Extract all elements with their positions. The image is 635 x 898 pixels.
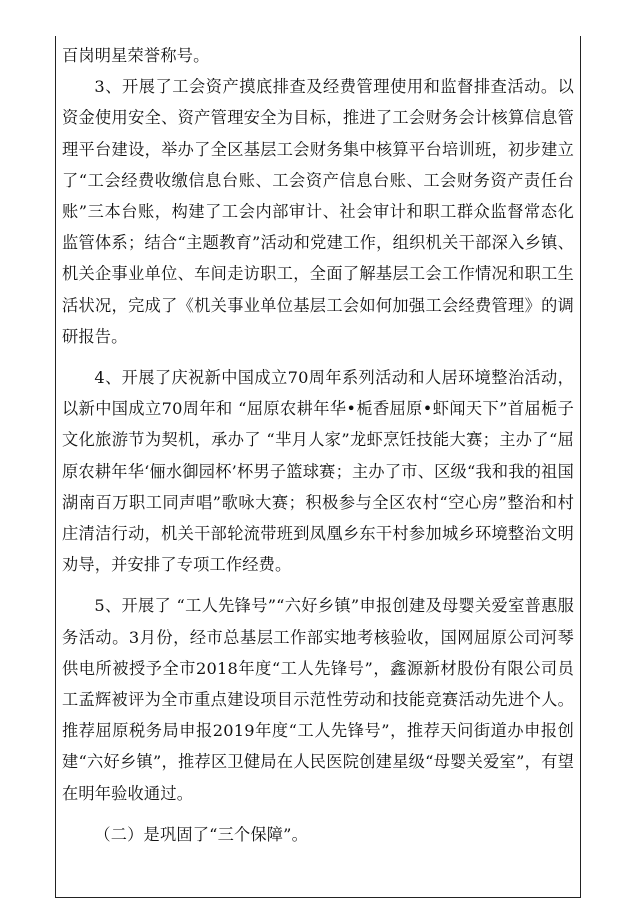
document-body <box>62 40 574 850</box>
paragraph-item-3: 3、开展了工会资产摸底排查及经费管理使用和监督排查活动。以资金使用安全、资产管理安全为目标，推进了工会财务会计核算信息管理平台建设，举办了全区基层工会财务集中核算平台培训班，初步建立了“工会经费收缴信息台账、工会资产信息台账、工会财务资产责任台账”三本台账，构建了工会内部审计、社会审计和职工群众监督常态化监管体系；结合“主题教育”活动和党建工作，组织机关干部深入乡镇、机关企事业单位、车间走访职工，全面了解基层工会工作情况和职工生活状况，完成了《机关事业单位基层工会如何加强工会经费管理》的调研报告。 <box>62 77 574 346</box>
section-heading: （二）是巩固了“三个保障”。 <box>94 824 308 844</box>
paragraph-item-5: 5、开展了 “工人先锋号”“六好乡镇”申报创建及母婴关爱室普惠服务活动。3月份，经市总基层工作部实地考核验收，国网屈原公司河琴供电所被授予全市2018年度“工人先锋号”，鑫源新材股份有限公司员工孟辉被评为全市重点建设项目示范性劳动和技能竞赛活动先进个人。推荐屈原税务局申报2019年度“工人先锋号”，推荐天问街道办申报创建“六好乡镇”，推荐区卫健局在人民医院创建星级“母婴关爱室”，有望在明年验收通过。 <box>62 596 574 803</box>
paragraph-continuation: 百岗明星荣誉称号。 <box>62 46 210 65</box>
paragraph-item-4: 4、开展了庆祝新中国成立70周年系列活动和人居环境整治活动，以新中国成立70周年和 “屈原农耕年华•栀香屈原•虾闻天下”首届栀子文化旅游节为契机，承办了 “芈月人家”龙虾烹饪技能大赛；主办了“屈原农耕年华‘俪水御园杯’杯男子篮球赛；主办了市、区级“我和我的祖国 湖南百万职工同声唱”歌咏大赛；积极参与全区农村“空心房”整治和村庄清洁行动，机关干部轮流带班到凤凰乡东干村参加城乡环境整治文明劝导，并安排了专项工作经费。 <box>62 368 574 575</box>
